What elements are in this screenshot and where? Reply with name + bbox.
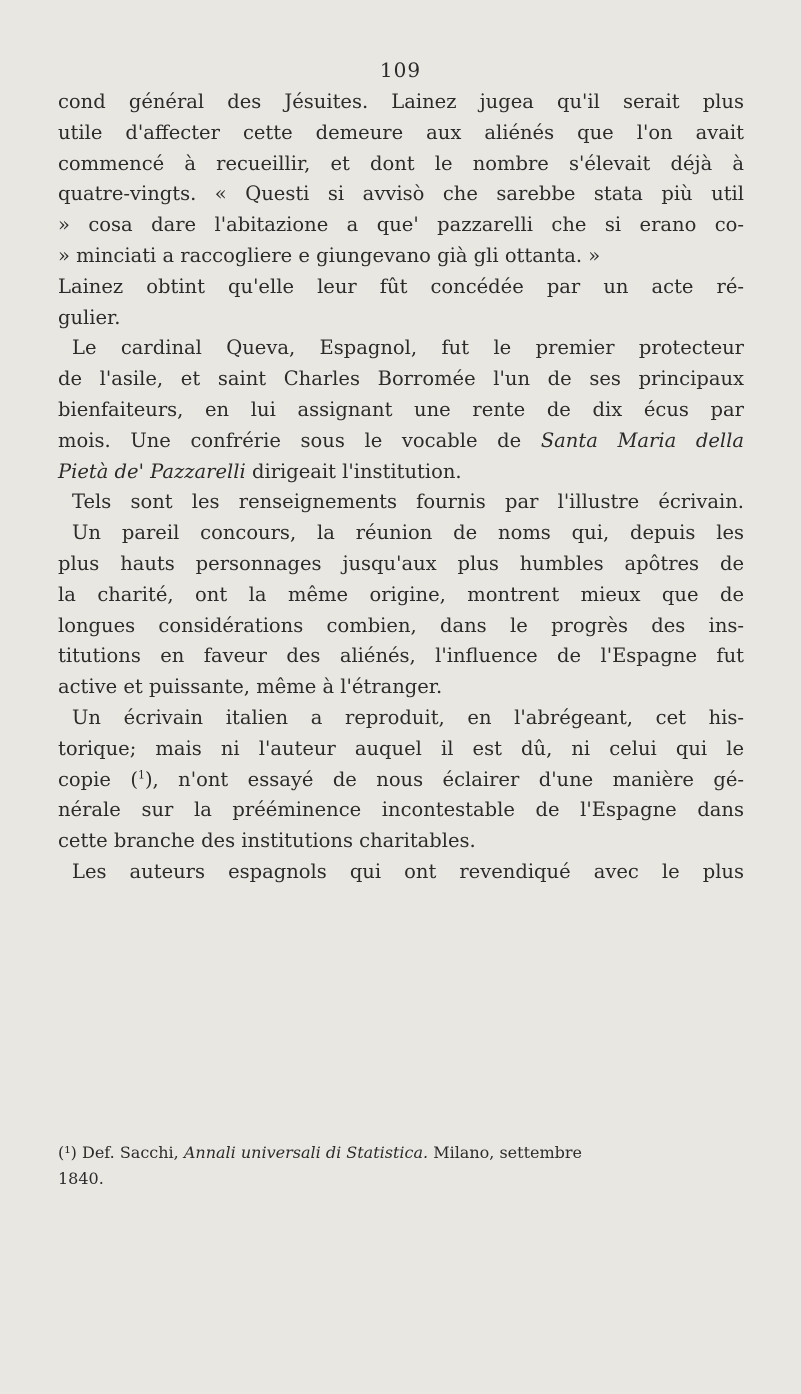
text-line — [58, 765, 744, 796]
text-line — [58, 457, 744, 488]
text-line: de l'asile, et saint Charles Borromée l'un de ses principaux — [58, 367, 744, 391]
text-line: utile d'affecter cette demeure aux aliénés que l'on avait — [58, 120, 744, 144]
text-line: » minciati a raccogliere e giungevano già gli ottanta. » — [58, 243, 601, 267]
footnote — [58, 1140, 744, 1192]
text-line: cond général des Jésuites. Lainez jugea qu'il serait plus — [58, 90, 744, 113]
text-line: Le cardinal Queva, Espagnol, fut le premier protecteur — [72, 336, 744, 360]
text-line — [58, 426, 744, 457]
footnote-rest: Milano, settembre — [433, 1143, 582, 1162]
text-line: titutions en faveur des aliénés, l'influence de l'Espagne fut — [58, 644, 744, 668]
text-line: commencé à recueillir, et dont le nombre s'élevait déjà à — [58, 151, 744, 175]
text-line: Tels sont les renseignements fournis par l'illustre écrivain. — [72, 490, 744, 514]
text-line: Les auteurs espagnols qui ont revendiqué avec le plus — [72, 859, 744, 883]
text-line: la charité, ont la même origine, montrent mieux que de — [58, 582, 744, 606]
text-line: longues considérations combien, dans le progrès des ins- — [58, 613, 744, 637]
footnote-marker: (¹) — [58, 1143, 77, 1162]
text-line: gulier. — [58, 305, 121, 329]
page-number: 109 — [379, 58, 422, 82]
text-segment: copie ( — [58, 767, 138, 791]
text-line: quatre-vingts. « Questi si avvisò che sarebbe stata più util — [58, 182, 744, 206]
footnote-title: Annali universali di Statistica. — [183, 1143, 429, 1162]
text-line: Lainez obtint qu'elle leur fût concédée par un acte ré- — [58, 274, 744, 298]
text-segment: ), n'ont essayé de nous éclairer d'une manière gé- — [144, 767, 744, 791]
text-line: plus hauts personnages jusqu'aux plus humbles apôtres de — [58, 551, 744, 575]
text-segment: mois. Une confrérie sous le vocable de — [58, 428, 522, 452]
footnote-ref: 1 — [137, 768, 145, 782]
text-line: » cosa dare l'abitazione a que' pazzarelli che si erano co- — [58, 213, 744, 237]
text-line: nérale sur la prééminence incontestable de l'Espagne dans — [58, 798, 744, 822]
footnote-author: Def. Sacchi, — [82, 1143, 179, 1162]
body-text — [58, 87, 744, 888]
text-line: cette branche des institutions charitables. — [58, 829, 476, 853]
italic-title: Santa Maria della — [540, 428, 745, 452]
text-line: Un pareil concours, la réunion de noms qui, depuis les — [72, 521, 744, 545]
text-segment: dirigeait l'institution. — [251, 459, 462, 483]
text-line: active et puissante, même à l'étranger. — [58, 675, 443, 699]
italic-title: Pietà de' Pazzarelli — [58, 459, 246, 483]
text-line: Un écrivain italien a reproduit, en l'abrégeant, cet his- — [72, 705, 744, 729]
footnote-line — [58, 1140, 744, 1166]
text-line: bienfaiteurs, en lui assignant une rente de dix écus par — [58, 397, 744, 421]
text-line: torique; mais ni l'auteur auquel il est dû, ni celui qui le — [58, 736, 744, 760]
footnote-line: 1840. — [58, 1169, 104, 1188]
